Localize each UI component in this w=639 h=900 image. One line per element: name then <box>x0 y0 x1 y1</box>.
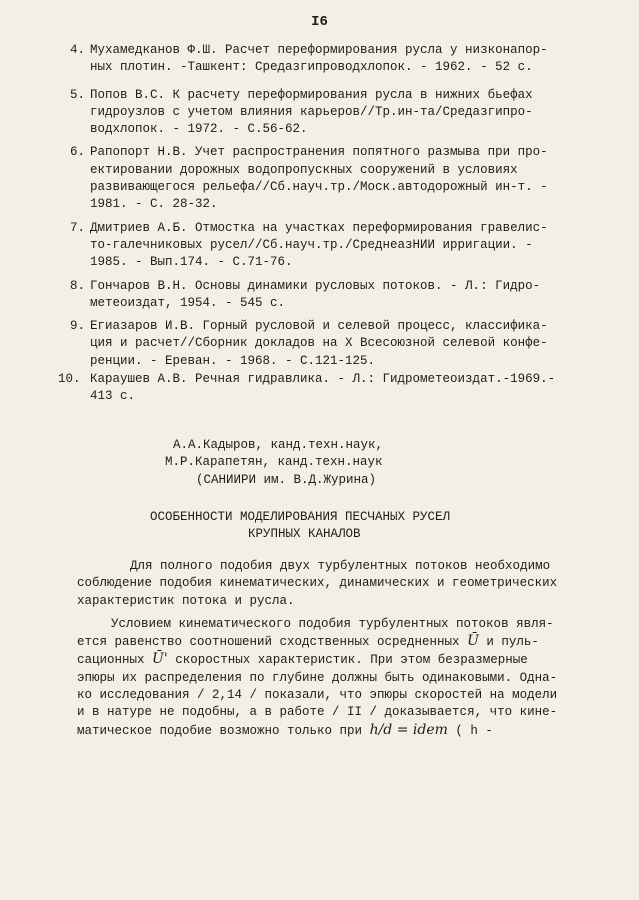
reference-item <box>70 220 590 272</box>
body-text <box>77 558 595 740</box>
reference-number: 6. <box>70 145 86 160</box>
paragraph-line: ко исследования / 2,14 / показали, что эпюры скоростей на модели <box>77 688 558 703</box>
article-title <box>0 509 639 544</box>
author-line: М.Р.Карапетян, канд.техн.наук <box>165 455 383 470</box>
paragraph-line: соблюдение подобия кинематических, динамических и геометрических <box>77 576 558 591</box>
reference-number: 9. <box>70 319 86 334</box>
author-affiliation: (САНИИРИ им. В.Д.Журина) <box>196 472 377 487</box>
author-block <box>0 437 639 489</box>
reference-line: ренции. - Ереван. - 1968. - С.121-125. <box>90 353 376 368</box>
title-line: ОСОБЕННОСТИ МОДЕЛИРОВАНИЯ ПЕСЧАНЫХ РУСЕЛ <box>150 510 451 524</box>
reference-line: метеоиздат, 1954. - 545 с. <box>90 295 286 310</box>
reference-line: Дмитриев А.Б. Отмостка на участках переформирования гравелис- <box>90 220 548 235</box>
reference-line: 1985. - Вып.174. - С.71-76. <box>90 255 293 270</box>
reference-line: Караушев А.В. Речная гидравлика. - Л.: Гидрометеоиздат.-1969.- <box>90 372 556 387</box>
reference-line: то-галечниковых русел//Сб.науч.тр./СреднеазНИИ ирригации. - <box>90 237 533 252</box>
page-number: I6 <box>311 14 328 30</box>
paragraph-line: характеристик потока и русла. <box>77 593 295 608</box>
reference-number: 8. <box>70 278 86 293</box>
text-fragment: и пуль- <box>486 635 539 650</box>
paragraph-line: Условием кинематического подобия турбулентных потоков явля- <box>111 616 554 631</box>
reference-line: Егиазаров И.В. Горный русловой и селевой процесс, классифика- <box>90 319 548 334</box>
text-fragment: матическое подобие возможно только при <box>77 723 363 738</box>
paragraph-line <box>77 651 595 669</box>
pulsation-velocity-symbol: Ū' <box>152 651 168 668</box>
paragraph-line: Для полного подобия двух турбулентных потоков необходимо <box>130 559 551 573</box>
reference-line: ектировании дорожных водопропускных сооружений в условиях <box>90 162 518 177</box>
reference-number: 4. <box>70 43 86 57</box>
reference-line: гидроузлов с учетом влияния карьеров//Тр.ин-та/Средазгипро- <box>90 104 533 119</box>
author-line: А.А.Кадыров, канд.техн.наук, <box>173 438 384 452</box>
text-fragment: скоростных характеристик. При этом безразмерные <box>175 653 528 668</box>
reference-line: ных плотин. -Ташкент: Средазгипроводхлопок. - 1962. - 52 с. <box>90 60 533 75</box>
reference-line: Мухамедканов Ф.Ш. Расчет переформирования русла у низконапор- <box>90 43 548 57</box>
text-fragment: ется равенство соотношений сходственных осредненных <box>77 635 460 650</box>
reference-item <box>58 371 590 406</box>
reference-line: ция и расчет//Сборник докладов на X Всесоюзной селевой конфе- <box>90 336 548 351</box>
reference-list <box>58 42 590 412</box>
mean-velocity-symbol: Ū <box>467 633 479 650</box>
text-fragment: ( h - <box>455 723 493 738</box>
reference-number: 5. <box>70 87 86 102</box>
text-fragment: сационных <box>77 653 145 668</box>
similarity-formula: h/d = idem <box>369 721 448 738</box>
reference-line: водхлопок. - 1972. - С.56-62. <box>90 122 308 137</box>
reference-line: развивающегося рельефа//Сб.науч.тр./Моск.автодорожный ин-т. - <box>90 180 548 195</box>
reference-line: 1981. - С. 28-32. <box>90 197 218 212</box>
paragraph-line <box>77 633 595 651</box>
reference-item <box>70 318 590 370</box>
title-line: КРУПНЫХ КАНАЛОВ <box>248 527 361 542</box>
paragraph-line: и в натуре не подобны, а в работе / II / доказывается, что кине- <box>77 705 558 720</box>
reference-line: 413 с. <box>90 389 136 404</box>
reference-line: Рапопорт Н.В. Учет распространения попятного размыва при про- <box>90 145 548 160</box>
reference-item <box>70 42 590 77</box>
reference-item <box>70 278 590 313</box>
reference-line: Попов В.С. К расчету переформирования русла в нижних бьефах <box>90 87 533 102</box>
reference-item <box>70 87 590 139</box>
reference-number: 7. <box>70 220 86 235</box>
paragraph-line: эпюры их распределения по глубине должны быть одинаковыми. Одна- <box>77 670 558 685</box>
paragraph-line <box>77 722 595 740</box>
reference-item <box>70 144 590 213</box>
reference-number: 10. <box>58 372 81 387</box>
reference-line: Гончаров В.Н. Основы динамики русловых потоков. - Л.: Гидро- <box>90 278 541 293</box>
